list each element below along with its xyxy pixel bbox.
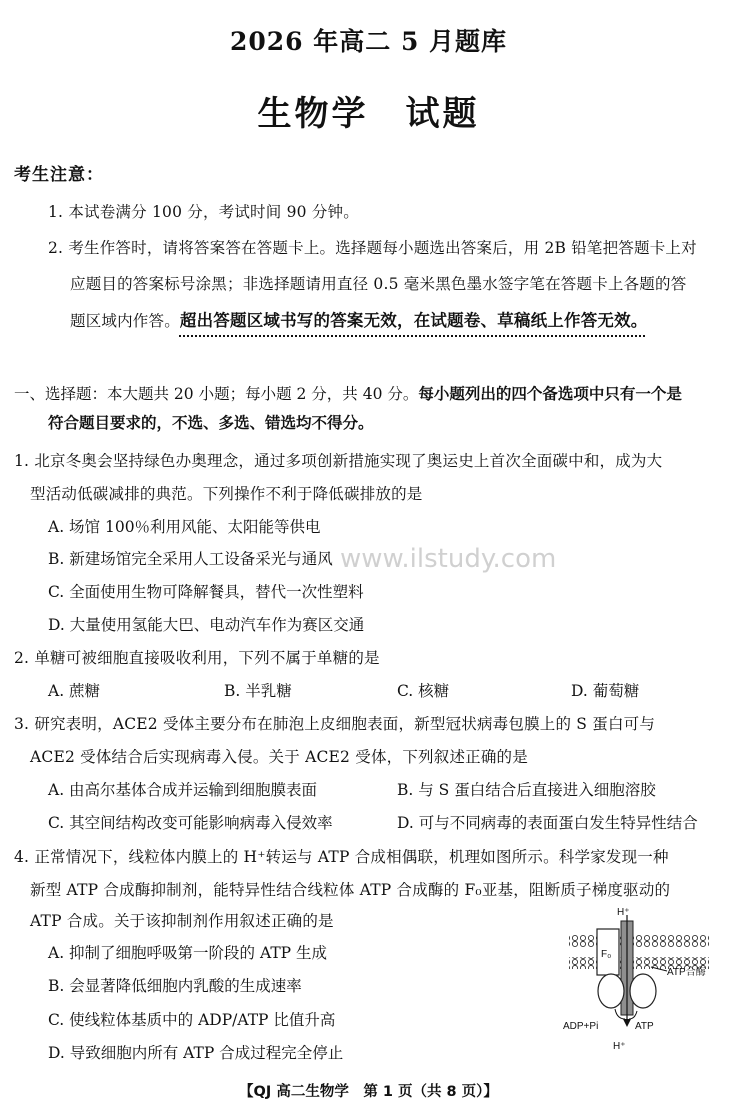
- f0-label: F₀: [601, 949, 612, 960]
- q3-option-b: B. 与 S 蛋白结合后直接进入细胞溶胶: [397, 781, 656, 799]
- membrane-upper-layer: [569, 935, 709, 947]
- q3-option-a: A. 由高尔基体合成并运输到细胞膜表面: [48, 781, 318, 799]
- subject-title: 生物学 试题: [257, 94, 480, 134]
- q2-stem: 2. 单糖可被细胞直接吸收利用，下列不属于单糖的是: [14, 649, 380, 667]
- q1-option-a: A. 场馆 100％利用风能、太阳能等供电: [48, 518, 321, 536]
- watermark: www.ilstudy.com: [340, 544, 557, 574]
- atp-label: ATP: [635, 1021, 654, 1032]
- notice-item-2-line-2: 应题目的答案标号涂黑；非选择题请用直径 0.5 毫米黑色墨水签字笔在答题卡上各题的答: [70, 275, 687, 293]
- notice-item-2-line-3: [70, 307, 648, 331]
- notice-item-1: 1. 本试卷满分 100 分，考试时间 90 分钟。: [48, 203, 359, 221]
- enzyme-label: ATP合酶: [667, 967, 706, 978]
- exam-title: 2026 年高二 5 月题库: [229, 27, 508, 56]
- q4-stem-line-2: 新型 ATP 合成酶抑制剂，能特异性结合线粒体 ATP 合成酶的 F₀亚基，阻断质子梯度驱动的: [30, 881, 671, 899]
- q4-option-a: A. 抑制了细胞呼吸第一阶段的 ATP 生成: [48, 944, 328, 962]
- section-heading-line-2: 符合题目要求的，不选、多选、错选均不得分。: [48, 414, 374, 432]
- page-footer: 【QJ 高二生物学 第 1 页（共 8 页）】: [239, 1084, 498, 1100]
- q3-stem-line-2: ACE2 受体结合后实现病毒入侵。关于 ACE2 受体，下列叙述正确的是: [30, 748, 528, 766]
- q2-option-b: B. 半乳糖: [224, 682, 292, 700]
- q1-option-d: D. 大量使用氢能大巴、电动汽车作为赛区交通: [48, 616, 365, 634]
- q2-option-c: C. 核糖: [397, 682, 450, 700]
- q4-stem-line-1: 4. 正常情况下，线粒体内膜上的 H⁺转运与 ATP 合成相偶联，机理如图所示。科学家发现一种: [14, 848, 669, 866]
- q4-option-d: D. 导致细胞内所有 ATP 合成过程完全停止: [48, 1044, 344, 1062]
- notice-item-2-line-3-plain: 题区域内作答。: [70, 312, 180, 330]
- q4-stem-line-3: ATP 合成。关于该抑制剂作用叙述正确的是: [30, 912, 334, 930]
- q3-option-d: D. 可与不同病毒的表面蛋白发生特异性结合: [397, 814, 698, 832]
- notice-item-2-line-1: 2. 考生作答时，请将答案答在答题卡上。选择题每小题选出答案后，用 2B 铅笔把答题卡上对: [48, 239, 697, 257]
- notice-emphasis: 超出答题区域书写的答案无效，在试题卷、草稿纸上作答无效。: [179, 311, 648, 330]
- q2-option-a: A. 蔗糖: [48, 682, 101, 700]
- f1-head-left: [598, 974, 624, 1008]
- q3-stem-line-1: 3. 研究表明，ACE2 受体主要分布在肺泡上皮细胞表面，新型冠状病毒包膜上的 S 蛋白可与: [14, 715, 656, 733]
- section-instruction: 每小题列出的四个备选项中只有一个是: [418, 385, 682, 403]
- q4-option-c: C. 使线粒体基质中的 ADP/ATP 比值升高: [48, 1011, 336, 1029]
- q1-option-c: C. 全面使用生物可降解餐具，替代一次性塑料: [48, 583, 364, 601]
- notice-heading: 考生注意：: [14, 165, 104, 185]
- q3-option-c: C. 其空间结构改变可能影响病毒入侵效率: [48, 814, 333, 832]
- section-heading-line-1: [14, 382, 682, 404]
- q4-option-b: B. 会显著降低细胞内乳酸的生成速率: [48, 977, 302, 995]
- h-top-label: H⁺: [617, 907, 630, 918]
- q2-option-d: D. 葡萄糖: [571, 682, 640, 700]
- h-bottom-label: H⁺: [613, 1041, 626, 1052]
- f1-head-right: [630, 974, 656, 1008]
- q1-stem-line-1: 1. 北京冬奥会坚持绿色办奥理念，通过多项创新措施实现了奥运史上首次全面碳中和，成为大: [14, 452, 663, 470]
- adp-label: ADP+Pi: [563, 1021, 599, 1032]
- section-rules: 一、选择题：本大题共 20 小题；每小题 2 分，共 40 分。: [14, 385, 419, 403]
- atp-synthase-figure: [555, 905, 725, 1055]
- q1-stem-line-2: 型活动低碳减排的典范。下列操作不利于降低碳排放的是: [30, 485, 423, 503]
- q1-option-b: B. 新建场馆完全采用人工设备采光与通风: [48, 550, 333, 568]
